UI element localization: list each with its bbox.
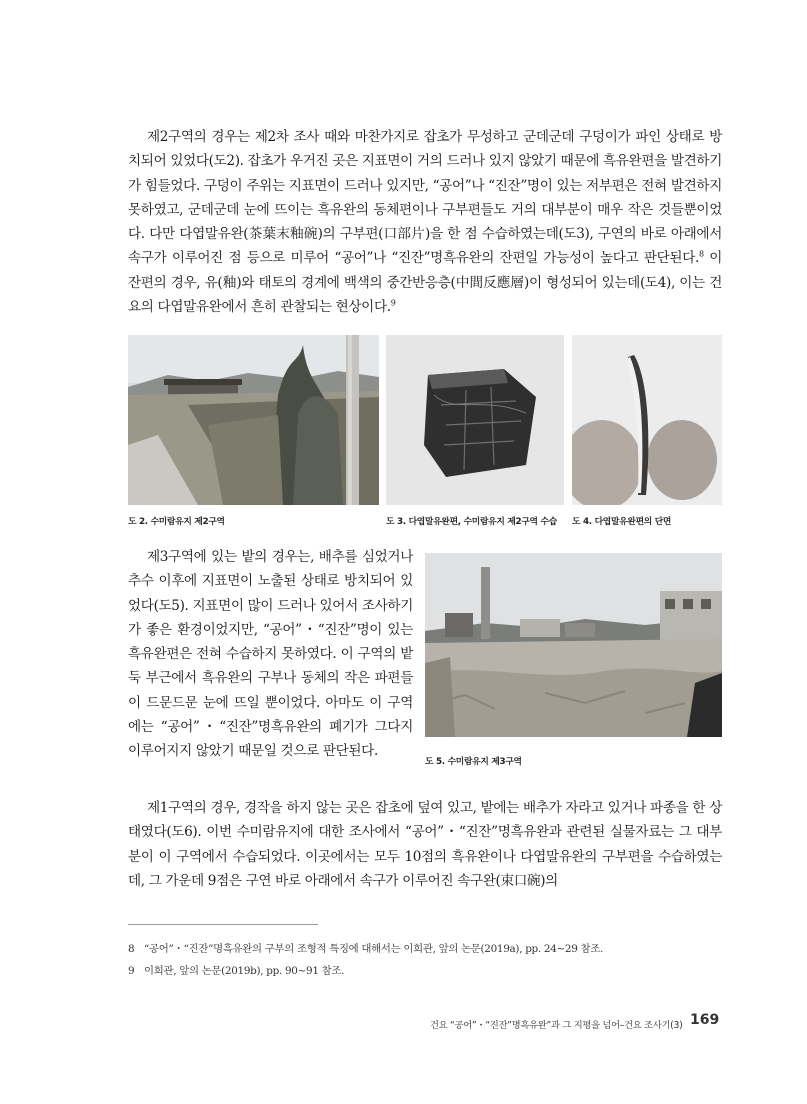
figure-2-photo: [128, 335, 379, 505]
footnote-text: “공어”・“진잔”명흑유완의 구부의 조형적 특징에 대해서는 이희관, 앞의 논문(2019a), pp. 24~29 참조.: [144, 943, 604, 955]
footnote-divider: [128, 924, 318, 925]
footnote-text: 이희관, 앞의 논문(2019b), pp. 90~91 참조.: [144, 965, 345, 977]
footnote-number: 8: [128, 943, 135, 955]
footnote-8: [128, 940, 603, 955]
paragraph-1: [128, 125, 722, 319]
paragraph-1-part-a: 제2구역의 경우는 제2차 조사 때와 마찬가지로 잡초가 무성하고 군데군데 구덩이가 파인 상태로 방치되어 있었다(도2). 잡초가 우거진 곳은 지표면이 거의 드러나 있지 않았기 때문에 흑유완편을 발견하기가 힘들었다. 구덩이 주위는 지표면이 드러나 있지만, “공어”나 “진잔”명이 있는 저부편은 전혀 발견하지 못하였고, 군데군데 눈에 뜨이는 흑유완의 동체편이나 구부편들도 거의 대부분이 매우 작은 것들뿐이었다. 다만 다엽말유완(茶葉末釉碗)의 구부편(口部片)을 한 점 수습하였는데(도3), 구연의 바로 아래에서 속구가 이루어진 점 등으로 미루어 “공어”나 “진잔”명흑유완의 잔편일 가능성이 높다고 판단된다.: [128, 129, 722, 267]
paragraph-2: 제3구역에 있는 밭의 경우는, 배추를 심었거나 추수 이후에 지표면이 노출된 상태로 방치되어 있었다(도5). 지표면이 많이 드러나 있어서 조사하기가 좋은 환경이었지만, “공어”・“진잔”명이 있는 흑유완편은 전혀 수습하지 못하였다. 이 구역의 밭둑 부근에서 흑유완의 구부나 동체의 작은 파편들이 드문드문 눈에 뜨일 뿐이었다. 아마도 이 구역에는 “공어”・“진잔”명흑유완의 폐기가 그다지 이루어지지 않았기 때문일 것으로 판단된다.: [128, 549, 413, 760]
footnote-ref-8[interactable]: 8: [698, 249, 704, 259]
page-number: 169: [690, 1012, 720, 1028]
footnote-ref-9[interactable]: 9: [390, 298, 396, 308]
figure-3-photo: [386, 335, 564, 505]
figure-5-caption: 도 5. 수미람유지 제3구역: [425, 757, 522, 767]
figure-4-caption: 도 4. 다엽말유완편의 단면: [572, 517, 672, 527]
figure-2-caption: 도 2. 수미람유지 제2구역: [128, 517, 225, 527]
running-title: 건요 “공어”・“진잔”명흑유완”과 그 지평을 넘어–건요 조사기(3): [430, 1020, 683, 1031]
paragraph-3: 제1구역의 경우, 경작을 하지 않는 곳은 잡초에 덮여 있고, 밭에는 배추가 자라고 있거나 파종을 한 상태였다(도6). 이번 수미람유지에 대한 조사에서 “공어”・“진잔”명흑유완과 관련된 실물자료는 그 대부분이 이 구역에서 수습되었다. 이곳에서는 모두 10점의 흑유완이나 다엽말유완의 구부편을 수습하였는데, 그 가운데 9점은 구연 바로 아래에서 속구가 이루어진 속구완(束口碗)의: [128, 800, 722, 889]
figure-3-caption: 도 3. 다엽말유완편, 수미람유지 제2구역 수습: [386, 517, 557, 527]
paragraph-1-part-b: 이 잔편의 경우, 유(釉)와 태토의 경계에 백색의 중간반응층(中間反應層)이 형성되어 있는데(도4), 이는 건요의 다엽말유완에서 흔히 관찰되는 현상이다.: [128, 250, 722, 316]
footnote-number: 9: [128, 965, 135, 977]
footnote-9: [128, 962, 344, 977]
figure-5-photo: [425, 553, 722, 737]
figure-4-photo: [572, 335, 722, 505]
